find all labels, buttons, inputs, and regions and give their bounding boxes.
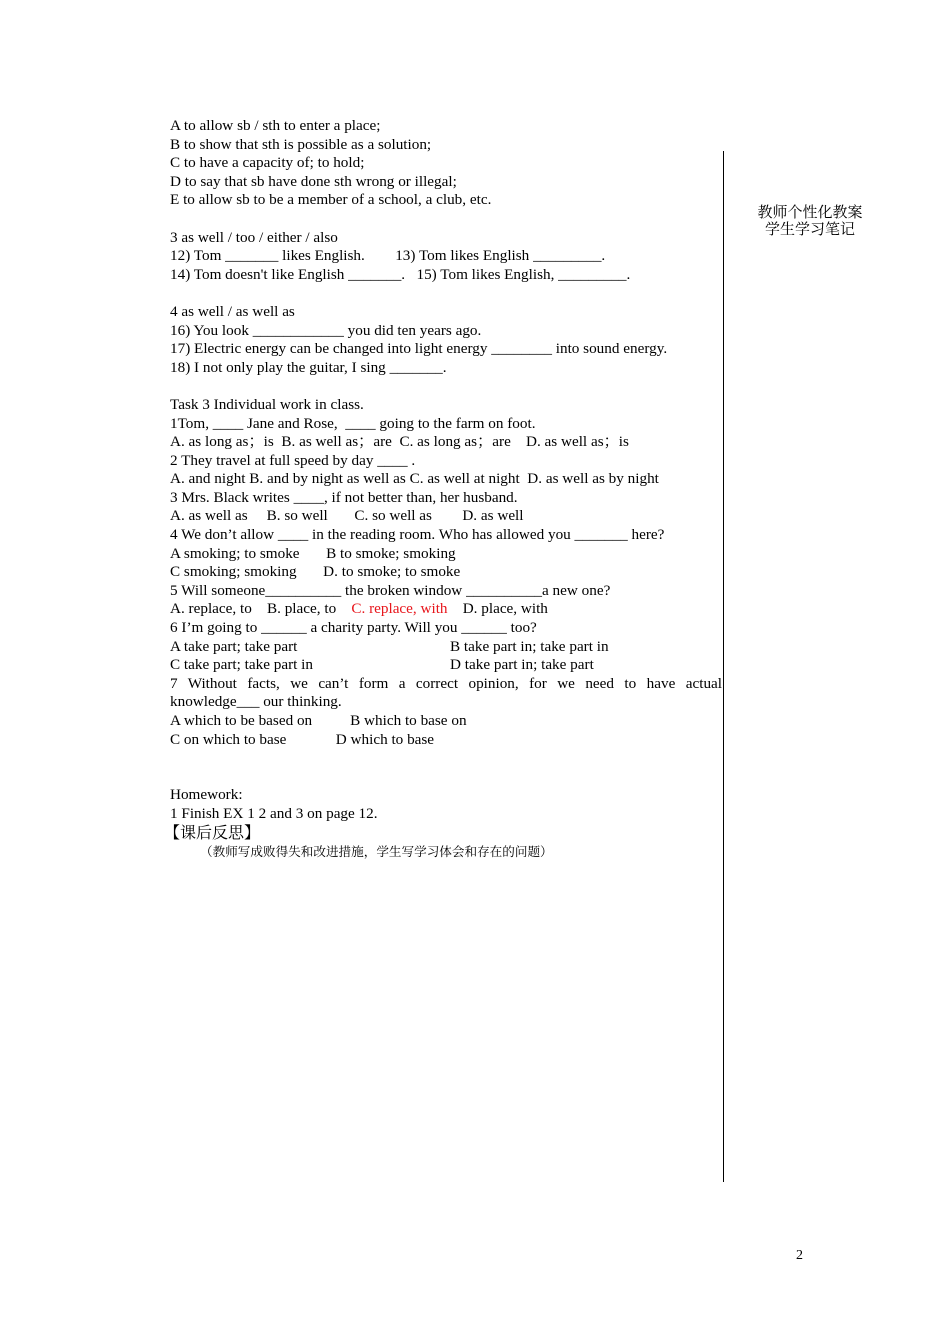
option-b: B take part in; take part in <box>450 637 609 655</box>
margin-notes <box>740 204 880 238</box>
section4-heading: 4 as well / as well as <box>170 302 295 320</box>
section3-line: 12) Tom _______ likes English. 13) Tom likes English _________. <box>170 247 606 265</box>
question-4-options: A smoking; to smoke B to smoke; smoking <box>170 544 456 562</box>
definition-e: E to allow sb to be a member of a school, a club, etc. <box>170 191 492 209</box>
question-6: 6 I’m going to ______ a charity party. Will you ______ too? <box>170 619 537 637</box>
section4-line: 17) Electric energy can be changed into light energy ________ into sound energy. <box>170 340 668 358</box>
question-1-options: A. as long as；is B. as well as；are C. as long as；are D. as well as；is <box>170 433 629 451</box>
task3-heading: Task 3 Individual work in class. <box>170 395 364 413</box>
homework-heading: Homework: <box>170 786 243 804</box>
sidebar-label: 学生学习笔记 <box>764 220 855 238</box>
option-d: D. place, with <box>447 600 548 618</box>
option-ab: A. replace, to B. place, to <box>170 600 352 618</box>
reflection-title: 【课后反思】 <box>164 822 261 842</box>
question-1: 1Tom, ____ Jane and Rose, ____ going to the farm on foot. <box>170 414 536 432</box>
margin-divider <box>723 151 724 1182</box>
question-4: 4 We don’t allow ____ in the reading room. Who has allowed you _______ here? <box>170 526 665 544</box>
sidebar-label: 教师个性化教案 <box>757 203 863 221</box>
question-2-options: A. and night B. and by night as well as C. as well at night D. as well as by night <box>170 470 659 488</box>
question-7-options: A which to be based on B which to base on <box>170 712 467 729</box>
question-7-options: C on which to base D which to base <box>170 730 435 748</box>
section4-line: 18) I not only play the guitar, I sing _______. <box>170 358 447 376</box>
question-5: 5 Will someone__________ the broken window __________a new one? <box>170 581 611 599</box>
option-a: A take part; take part <box>170 637 298 655</box>
definition-a: A to allow sb / sth to enter a place; <box>170 117 381 134</box>
option-d: D take part in; take part <box>450 656 594 674</box>
question-4-options: C smoking; smoking D. to smoke; to smoke <box>170 563 461 581</box>
definition-c: C to have a capacity of; to hold; <box>170 154 365 172</box>
page-number: 2 <box>796 1248 803 1263</box>
definition-d: D to say that sb have done sth wrong or illegal; <box>170 172 457 190</box>
question-7: 7 Without facts, we can’t form a correct opinion, for we need to have actual <box>170 674 722 692</box>
question-6-options <box>170 638 722 657</box>
section3-heading: 3 as well / too / either / also <box>170 228 338 246</box>
answer-highlight: C. replace, with <box>351 600 448 618</box>
question-5-options <box>170 600 722 619</box>
question-3-options: A. as well as B. so well C. so well as D. as well <box>170 507 524 525</box>
section4-line: 16) You look ____________ you did ten years ago. <box>170 321 482 339</box>
question-6-options <box>170 656 722 675</box>
question-7-cont: knowledge___ our thinking. <box>170 693 342 711</box>
reflection-note: （教师写成败得失和改进措施，学生写学习体会和存在的问题） <box>200 843 553 859</box>
question-2: 2 They travel at full speed by day ____ . <box>170 451 416 469</box>
definition-b: B to show that sth is possible as a solution; <box>170 135 432 153</box>
homework-item: 1 Finish EX 1 2 and 3 on page 12. <box>170 804 378 822</box>
section3-line: 14) Tom doesn't like English _______. 15) Tom likes English, _________. <box>170 265 631 283</box>
option-c: C take part; take part in <box>170 656 313 674</box>
question-3: 3 Mrs. Black writes ____, if not better than, her husband. <box>170 488 518 506</box>
worksheet-body <box>164 117 722 859</box>
